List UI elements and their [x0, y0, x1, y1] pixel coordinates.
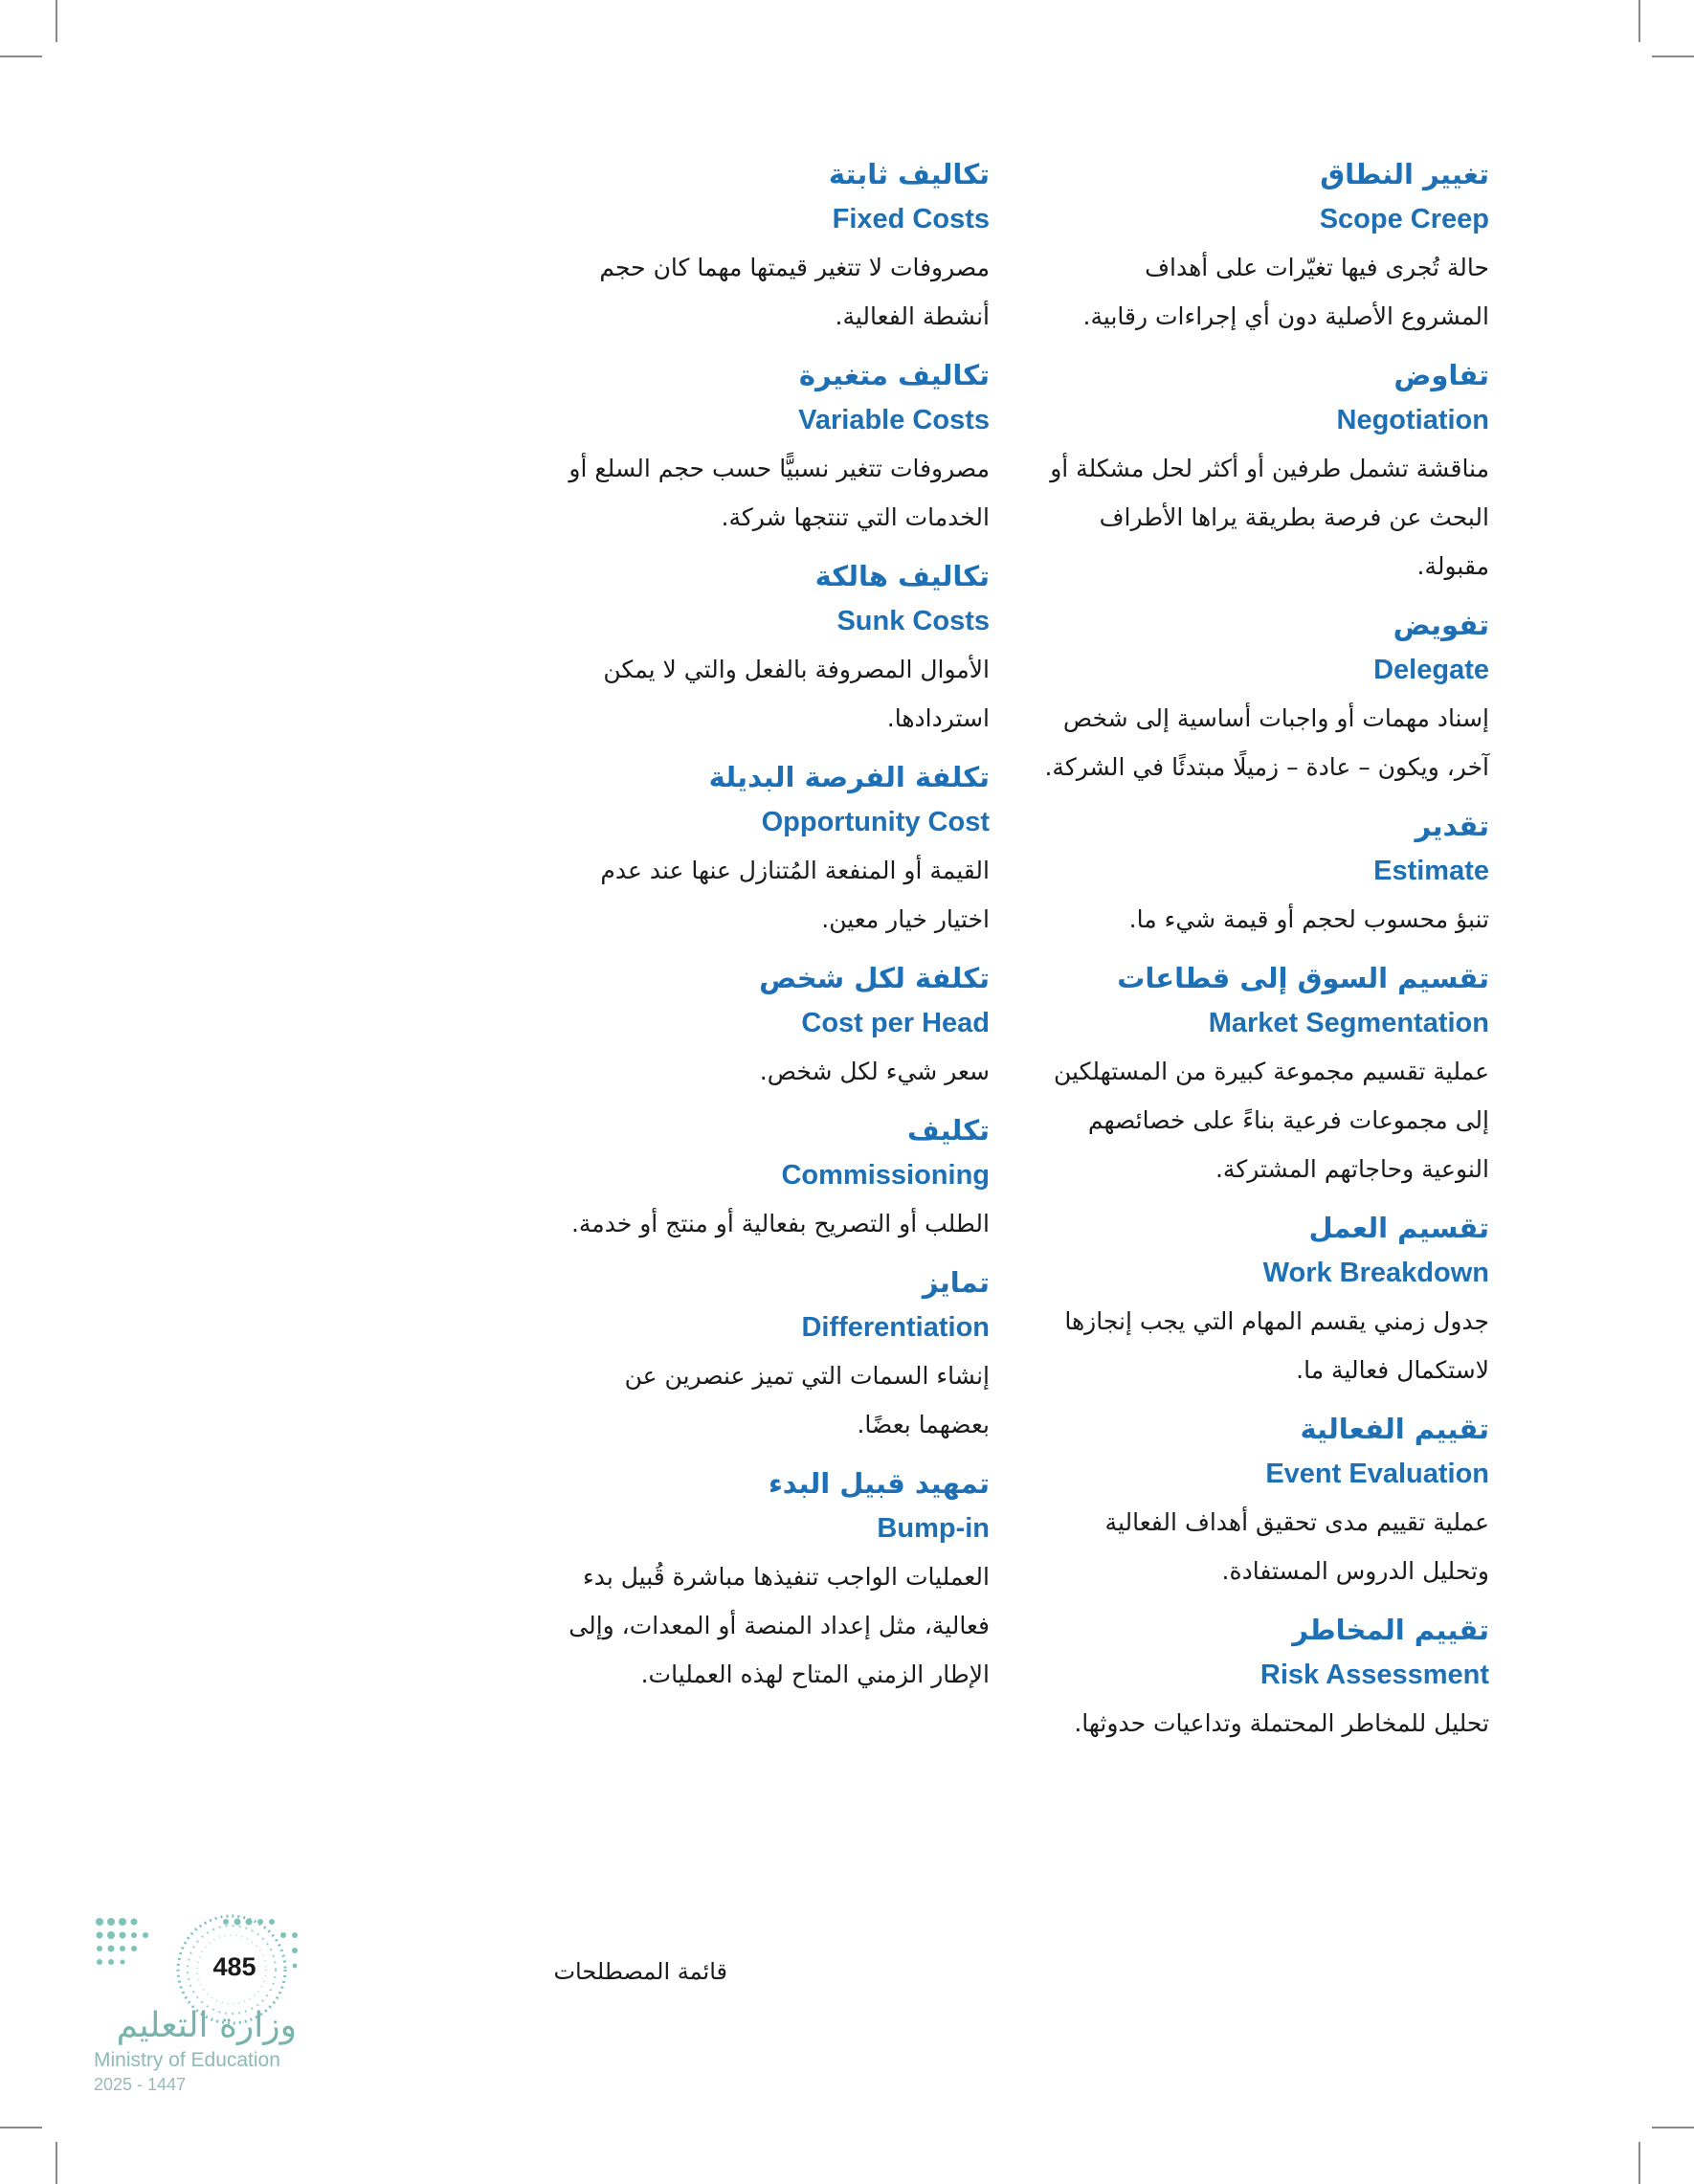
glossary-entry — [517, 1261, 990, 1449]
term-english: Risk Assessment — [1259, 1660, 1489, 1690]
term-english: Estimate — [1373, 856, 1489, 886]
definition-line: القيمة أو المنفعة المُتنازل عنها عند عدم — [600, 857, 990, 884]
term-english: Variable Costs — [798, 405, 990, 435]
term-arabic: تغيير النطاق — [1320, 158, 1489, 190]
term-english: Bump-in — [877, 1513, 990, 1544]
glossary-entry — [517, 957, 990, 1096]
definition-line: وتحليل الدروس المستفادة. — [1221, 1557, 1489, 1585]
crop-mark — [0, 2127, 42, 2128]
definition-line: الخدمات التي تنتجها شركة. — [721, 503, 990, 531]
term-english: Fixed Costs — [832, 204, 990, 234]
term-english: Opportunity Cost — [761, 807, 990, 837]
crop-mark — [1652, 56, 1694, 57]
term-arabic: تكلفة الفرصة البديلة — [708, 761, 990, 793]
definition-line: مصروفات تتغير نسبيًّا حسب حجم السلع أو — [568, 455, 990, 482]
definition-line: عملية تقسيم مجموعة كبيرة من المستهلكين — [1054, 1058, 1489, 1085]
term-english: Cost per Head — [801, 1008, 990, 1038]
glossary-entry — [1024, 153, 1489, 341]
glossary-column-right — [1024, 153, 1489, 1761]
logo-arabic-text: وزارة التعليم — [116, 2006, 297, 2045]
definition-line: الطلب أو التصريح بفعالية أو منتج أو خدمة. — [570, 1210, 990, 1237]
glossary-entry — [1024, 1207, 1489, 1394]
glossary-entry — [1024, 1408, 1489, 1595]
term-english: Event Evaluation — [1265, 1459, 1489, 1489]
definition-line: النوعية وحاجاتهم المشتركة. — [1215, 1155, 1489, 1183]
glossary-entry — [517, 1462, 990, 1699]
definition-line: مصروفات لا تتغير قيمتها مهما كان حجم — [599, 254, 990, 281]
term-arabic: تمايز — [922, 1266, 990, 1299]
glossary-entry — [517, 555, 990, 743]
glossary-entry — [517, 153, 990, 341]
definition-line: اختيار خيار معين. — [821, 905, 990, 933]
crop-mark — [1638, 0, 1640, 42]
term-arabic: تكليف — [907, 1114, 990, 1147]
definition-line: المشروع الأصلية دون أي إجراءات رقابية. — [1082, 302, 1489, 330]
glossary-entry — [1024, 805, 1489, 944]
definition-line: الأموال المصروفة بالفعل والتي لا يمكن — [603, 656, 990, 683]
term-english: Scope Creep — [1319, 204, 1489, 234]
term-arabic: تقييم المخاطر — [1292, 1614, 1489, 1646]
crop-mark — [56, 2142, 57, 2184]
term-arabic: تمهيد قبيل البدء — [768, 1467, 990, 1500]
glossary-entry — [1024, 1609, 1489, 1748]
glossary-column-left — [517, 153, 990, 1712]
glossary-entry — [1024, 957, 1489, 1193]
crop-mark — [1652, 2127, 1694, 2128]
term-english: Sunk Costs — [836, 606, 990, 636]
term-arabic: تقييم الفعالية — [1300, 1413, 1489, 1445]
section-title: قائمة المصطلحات — [553, 1958, 727, 1985]
term-arabic: تكاليف متغيرة — [798, 359, 990, 391]
term-arabic: تقدير — [1415, 810, 1489, 842]
crop-mark — [0, 56, 42, 57]
page-number: 485 — [212, 1952, 256, 1981]
definition-line: إسناد مهمات أو واجبات أساسية إلى شخص — [1062, 704, 1489, 732]
term-arabic: تكاليف ثابتة — [828, 158, 990, 190]
term-english: Delegate — [1373, 655, 1489, 685]
definition-line: إنشاء السمات التي تميز عنصرين عن — [624, 1362, 990, 1390]
definition-line: إلى مجموعات فرعية بناءً على خصائصهم — [1087, 1106, 1489, 1134]
definition-line: سعر شيء لكل شخص. — [759, 1058, 990, 1085]
definition-line: أنشطة الفعالية. — [835, 302, 990, 330]
definition-line: تنبؤ محسوب لحجم أو قيمة شيء ما. — [1128, 905, 1489, 933]
term-arabic: تقسيم السوق إلى قطاعات — [1117, 962, 1489, 994]
glossary-entry — [517, 354, 990, 542]
definition-line: حالة تُجرى فيها تغيّرات على أهداف — [1145, 254, 1489, 281]
glossary-entry — [517, 756, 990, 944]
definition-line: تحليل للمخاطر المحتملة وتداعيات حدوثها. — [1074, 1709, 1489, 1737]
logo-english-text: Ministry of Education — [94, 2049, 280, 2071]
term-english: Work Breakdown — [1262, 1258, 1489, 1288]
definition-line: الإطار الزمني المتاح لهذه العمليات. — [640, 1660, 990, 1688]
term-english: Market Segmentation — [1208, 1008, 1489, 1038]
glossary-entry — [1024, 354, 1489, 591]
definition-line: آخر، ويكون – عادة – زميلًا مبتدئًا في الشركة. — [1044, 753, 1489, 781]
crop-mark — [56, 0, 57, 42]
term-arabic: تفويض — [1393, 609, 1489, 641]
definition-line: مقبولة. — [1416, 552, 1489, 580]
crop-mark — [1638, 2142, 1640, 2184]
definition-line: مناقشة تشمل طرفين أو أكثر لحل مشكلة أو — [1050, 455, 1489, 482]
definition-line: استردادها. — [886, 704, 990, 732]
term-arabic: تفاوض — [1393, 359, 1489, 391]
term-english: Differentiation — [801, 1312, 990, 1343]
definition-line: لاستكمال فعالية ما. — [1296, 1356, 1489, 1384]
term-arabic: تكاليف هالكة — [814, 560, 990, 592]
term-english: Commissioning — [781, 1160, 990, 1191]
definition-line: البحث عن فرصة بطريقة يراها الأطراف — [1099, 503, 1489, 531]
definition-line: بعضهما بعضًا. — [857, 1411, 990, 1438]
term-english: Negotiation — [1336, 405, 1489, 435]
definition-line: العمليات الواجب تنفيذها مباشرة قُبيل بدء — [582, 1563, 990, 1591]
definition-line: فعالية، مثل إعداد المنصة أو المعدات، وإلى — [568, 1612, 990, 1639]
term-arabic: تقسيم العمل — [1308, 1212, 1489, 1244]
glossary-entry — [517, 1109, 990, 1248]
term-arabic: تكلفة لكل شخص — [759, 962, 990, 994]
definition-line: عملية تقييم مدى تحقيق أهداف الفعالية — [1104, 1508, 1489, 1536]
definition-line: جدول زمني يقسم المهام التي يجب إنجازها — [1064, 1307, 1489, 1335]
glossary-entry — [1024, 604, 1489, 791]
logo-year: 2025 - 1447 — [94, 2075, 187, 2094]
